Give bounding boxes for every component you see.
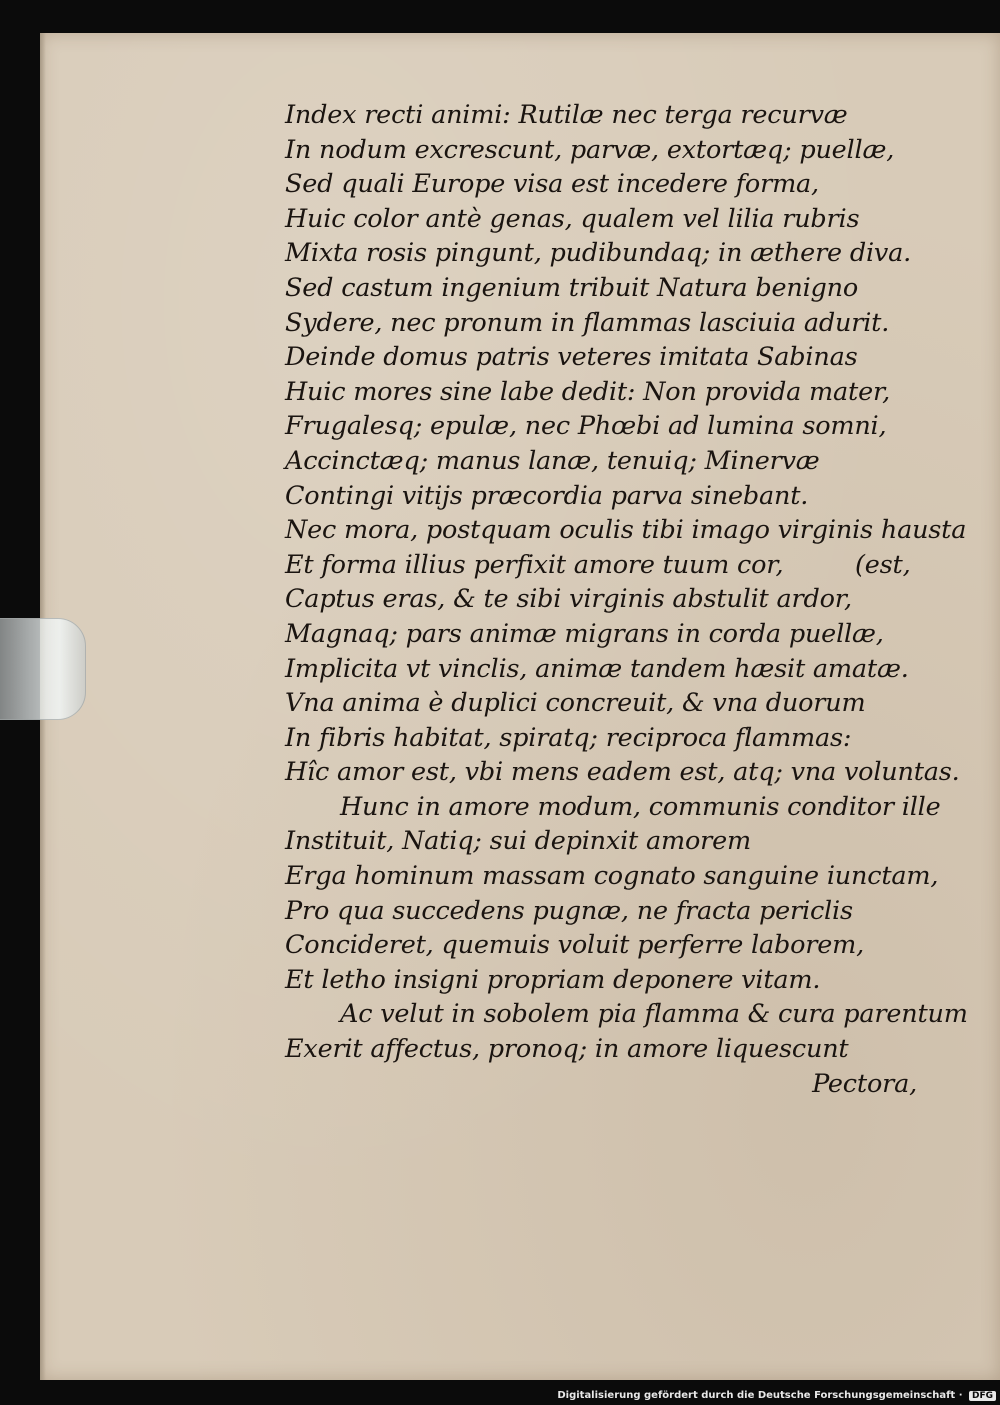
text-line: Accinctæq; manus lanæ, tenuiq; Minervæ <box>285 445 820 476</box>
text-line: In nodum excrescunt, parvæ, extortæq; puellæ, <box>285 134 895 165</box>
text-line: Vna anima è duplici concreuit, & vna duorum <box>285 688 866 719</box>
text-line: Nec mora, postquam oculis tibi imago virginis hausta <box>285 515 967 546</box>
text-line: Sydere, nec pronum in flammas lasciuia adurit. <box>285 307 890 338</box>
text-line: Implicita vt vinclis, animæ tandem hæsit amatæ. <box>285 653 909 684</box>
text-line: Pro qua succedens pugnæ, ne fracta periclis <box>285 895 853 926</box>
text-line: Magnaq; pars animæ migrans in corda puellæ, <box>285 618 884 649</box>
text-line: Sed quali Europe visa est incedere forma, <box>285 169 819 200</box>
text-line: Deinde domus patris veteres imitata Sabinas <box>285 342 858 373</box>
text-line: Ac velut in sobolem pia flamma & cura parentum <box>340 999 968 1030</box>
text-line: Frugalesq; epulæ, nec Phœbi ad lumina somni, <box>285 411 887 442</box>
text-line: Mixta rosis pingunt, pudibundaq; in æthere diva. <box>285 238 912 269</box>
footer-text: Digitalisierung gefördert durch die Deutsche Forschungsgemeinschaft · <box>557 1390 963 1401</box>
text-line: In fibris habitat, spiratq; reciproca flammas: <box>285 722 852 753</box>
dfg-logo: DFG <box>969 1391 996 1401</box>
text-line-content: Et forma illius perfixit amore tuum cor, <box>285 549 784 580</box>
text-line: Hunc in amore modum, communis conditor ille <box>340 791 941 822</box>
text-line: Index recti animi: Rutilæ nec terga recurvæ <box>285 100 848 130</box>
text-line <box>285 548 925 583</box>
text-line: Erga hominum massam cognato sanguine iunctam, <box>285 861 939 892</box>
text-line: Huic mores sine labe dedit: Non provida mater, <box>285 376 891 407</box>
text-line: Huic color antè genas, qualem vel lilia rubris <box>285 203 860 234</box>
text-line: Concideret, quemuis voluit perferre laborem, <box>285 930 865 961</box>
overflow-word: (est, <box>855 549 911 580</box>
text-line: Et letho insigni propriam deponere vitam. <box>285 964 821 995</box>
page-clip <box>0 618 86 720</box>
text-line: Instituit, Natiq; sui depinxit amorem <box>285 826 751 857</box>
footer-credit <box>557 1390 996 1401</box>
text-line: Exerit affectus, pronoq; in amore liquescunt <box>285 1034 849 1065</box>
text-line: Contingi vitijs præcordia parva sinebant. <box>285 480 809 511</box>
catchword: Pectora, <box>812 1068 917 1099</box>
text-line: Captus eras, & te sibi virginis abstulit ardor, <box>285 584 852 615</box>
text-line: Sed castum ingenium tribuit Natura benigno <box>285 272 859 303</box>
text-line: Hîc amor est, vbi mens eadem est, atq; vna voluntas. <box>285 757 960 788</box>
poem-text-block <box>285 98 968 1101</box>
